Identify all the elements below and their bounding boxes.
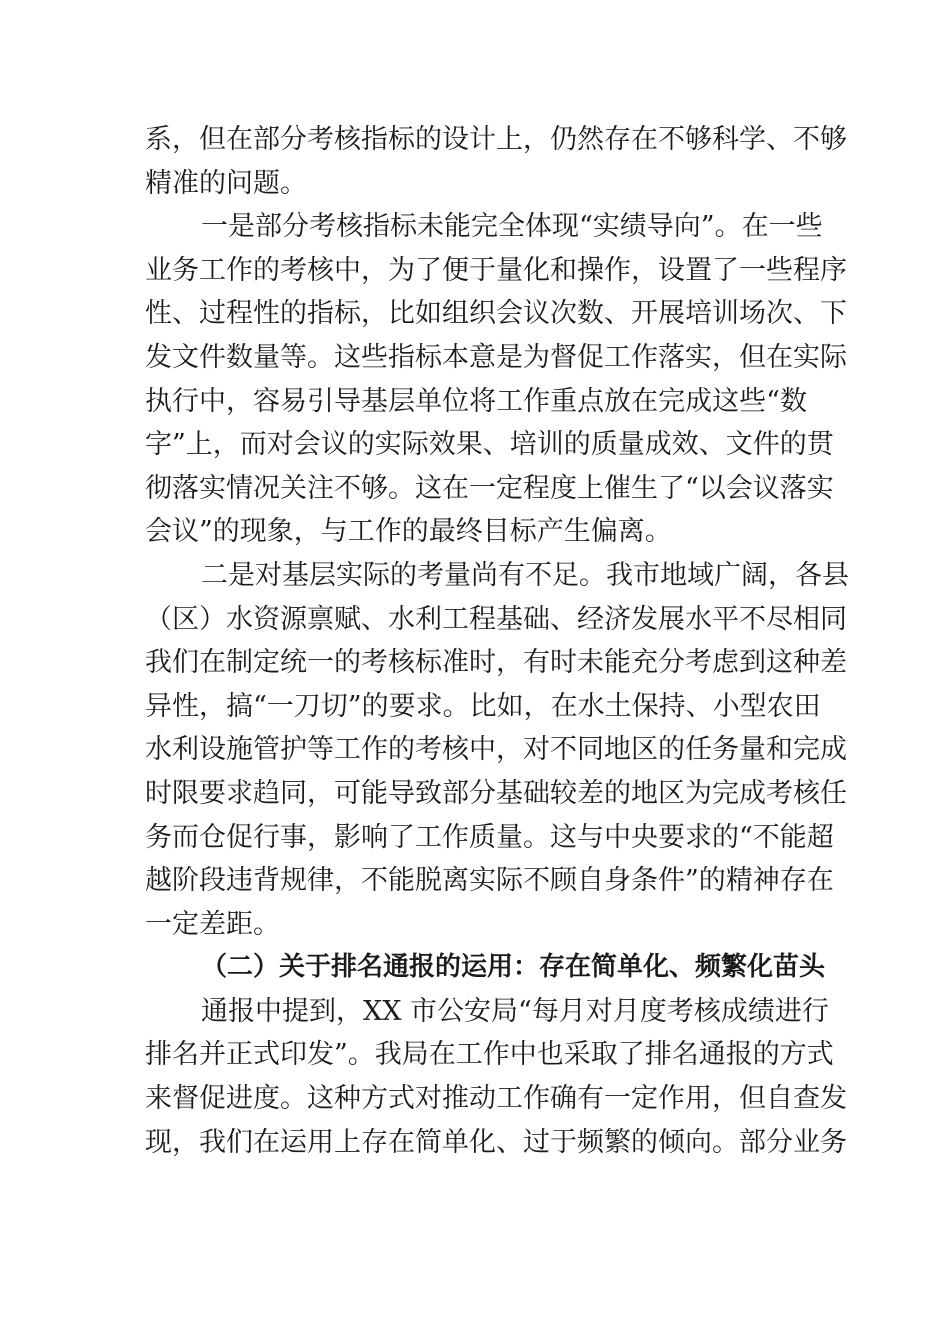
text-line: （区）水资源禀赋、水利工程基础、经济发展水平不尽相同 bbox=[145, 603, 847, 635]
text-line: 异性，搞“一刀切”的要求。比如，在水土保持、小型农田 bbox=[145, 690, 821, 722]
text-line: 性、过程性的指标，比如组织会议次数、开展培训场次、下 bbox=[145, 298, 847, 330]
text-line: 彻落实情况关注不够。这在一定程度上催生了“以会议落实 bbox=[145, 472, 834, 504]
text-line: 排名并正式印发”。我局在工作中也采取了排名通报的方式 bbox=[145, 1039, 834, 1071]
text-line: 字”上，而对会议的实际效果、培训的质量成效、文件的贯 bbox=[145, 429, 834, 461]
text-line: 现，我们在运用上存在简单化、过于频繁的倾向。部分业务 bbox=[145, 1126, 847, 1158]
document-page bbox=[145, 118, 849, 1164]
text-line: 发文件数量等。这些指标本意是为督促工作落实，但在实际 bbox=[145, 341, 847, 373]
text-line: 务而仓促行事，影响了工作质量。这与中央要求的“不能超 bbox=[145, 821, 834, 853]
text-line: 精准的问题。 bbox=[145, 167, 307, 199]
text-line: 来督促进度。这种方式对推动工作确有一定作用，但自查发 bbox=[145, 1083, 847, 1115]
text-line: 水利设施管护等工作的考核中，对不同地区的任务量和完成 bbox=[145, 734, 847, 766]
text-line: 会议”的现象，与工作的最终目标产生偏离。 bbox=[145, 516, 672, 548]
text-line: 执行中，容易引导基层单位将工作重点放在完成这些“数 bbox=[145, 385, 807, 417]
text-line: 一定差距。 bbox=[145, 908, 280, 940]
text-line: 时限要求趋同，可能导致部分基础较差的地区为完成考核任 bbox=[145, 777, 847, 809]
section-heading: （二）关于排名通报的运用：存在简单化、频繁化苗头 bbox=[201, 952, 826, 983]
text-line: 业务工作的考核中，为了便于量化和操作，设置了一些程序 bbox=[145, 254, 847, 286]
text-line: 我们在制定统一的考核标准时，有时未能充分考虑到这种差 bbox=[145, 647, 847, 679]
paragraph-start-line: 二是对基层实际的考量尚有不足。我市地域广阔，各县 bbox=[201, 559, 849, 591]
text-line: 越阶段违背规律，不能脱离实际不顾自身条件”的精神存在 bbox=[145, 865, 834, 897]
text-line: 系，但在部分考核指标的设计上，仍然存在不够科学、不够 bbox=[145, 124, 847, 155]
paragraph-start-line: 通报中提到，XX 市公安局“每月对月度考核成绩进行 bbox=[201, 995, 829, 1027]
paragraph-start-line: 一是部分考核指标未能完全体现“实绩导向”。在一些 bbox=[201, 211, 823, 243]
